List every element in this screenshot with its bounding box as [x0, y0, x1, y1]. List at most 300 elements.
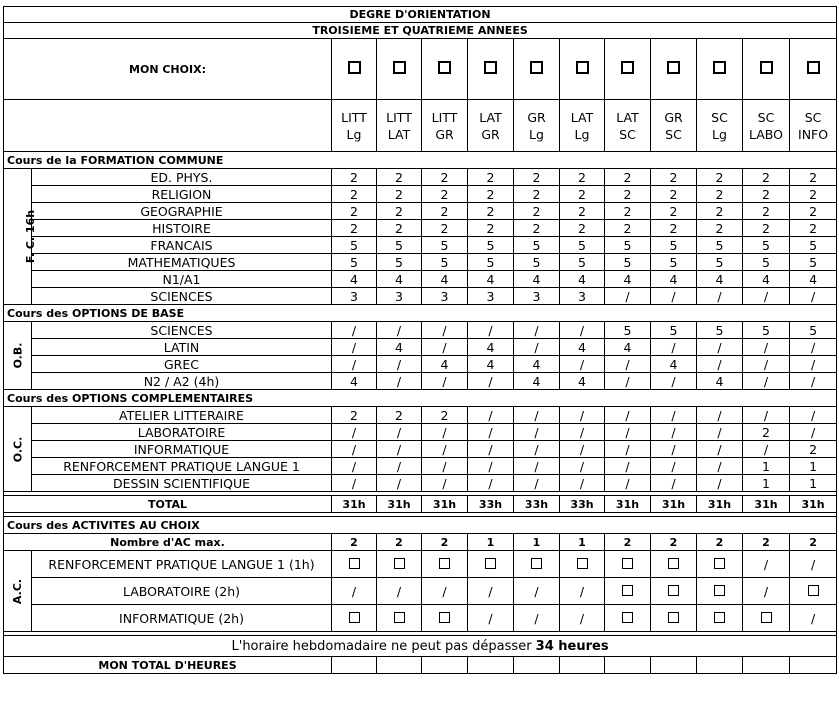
hours-cell: 5 [697, 254, 743, 271]
ac-max-label: Nombre d'AC max. [4, 534, 332, 551]
ac-choice-cell[interactable] [422, 551, 468, 578]
hours-cell: 2 [651, 186, 697, 203]
option-header [605, 100, 651, 152]
ac-choice-cell[interactable] [468, 551, 514, 578]
hours-cell: 5 [605, 254, 651, 271]
hours-cell: / [422, 458, 468, 475]
hours-cell: 5 [651, 322, 697, 339]
hours-cell: / [422, 475, 468, 492]
hours-cell: / [422, 578, 468, 605]
orientation-table [3, 6, 837, 674]
hours-cell: 2 [743, 186, 790, 203]
option-header [743, 100, 790, 152]
hours-cell: / [514, 322, 560, 339]
hours-cell: 4 [468, 271, 514, 288]
ac-max-value: 2 [651, 534, 697, 551]
hours-cell: 2 [651, 220, 697, 237]
option-line-1: LITT [431, 109, 458, 125]
option-line-2: GR [435, 126, 454, 142]
ac-choice-cell[interactable] [514, 551, 560, 578]
ac-choice-cell[interactable] [422, 605, 468, 632]
hours-cell: / [651, 339, 697, 356]
hours-cell: 2 [743, 169, 790, 186]
hours-cell: 2 [422, 203, 468, 220]
ac-choice-cell[interactable] [332, 551, 377, 578]
hours-cell: / [332, 356, 377, 373]
hours-cell: 3 [560, 288, 605, 305]
hours-cell: 2 [743, 424, 790, 441]
option-header [790, 100, 837, 152]
total-value: 31h [332, 496, 377, 513]
hours-cell: 4 [605, 339, 651, 356]
ac-checkbox[interactable] [714, 585, 725, 596]
hours-cell: / [514, 458, 560, 475]
hours-cell: / [560, 578, 605, 605]
ac-max-value: 2 [697, 534, 743, 551]
ac-choice-cell[interactable] [560, 551, 605, 578]
ac-checkbox[interactable] [761, 612, 772, 623]
ac-name: INFORMATIQUE (2h) [32, 605, 332, 632]
hours-cell: 2 [560, 203, 605, 220]
course-name: GREC [32, 356, 332, 373]
course-name: ATELIER LITTERAIRE [32, 407, 332, 424]
section-label [4, 551, 32, 632]
ac-checkbox[interactable] [622, 558, 633, 569]
hours-cell: / [605, 407, 651, 424]
hours-cell: 5 [790, 254, 837, 271]
hours-cell: / [468, 373, 514, 390]
ac-choice-cell[interactable] [743, 605, 790, 632]
hours-cell: / [514, 605, 560, 632]
course-row [4, 254, 837, 271]
option-line-1: LITT [341, 109, 367, 125]
hours-cell: 4 [468, 356, 514, 373]
hours-cell: / [514, 407, 560, 424]
ac-row [4, 605, 837, 632]
hours-cell: / [332, 424, 377, 441]
my-total-input[interactable] [422, 657, 468, 674]
hours-cell: / [468, 458, 514, 475]
option-line-1: GR [664, 109, 683, 125]
choice-checkbox[interactable] [807, 61, 820, 74]
my-total-input[interactable] [697, 657, 743, 674]
total-value: 33h [468, 496, 514, 513]
course-name: ED. PHYS. [32, 169, 332, 186]
ac-max-value: 2 [790, 534, 837, 551]
hours-cell: / [790, 339, 837, 356]
hours-cell: 2 [332, 203, 377, 220]
hours-cell: 4 [377, 271, 422, 288]
section-label [4, 407, 32, 492]
choice-cell[interactable] [377, 39, 422, 100]
hours-cell: / [468, 322, 514, 339]
hours-cell: 2 [743, 220, 790, 237]
course-name: N1/A1 [32, 271, 332, 288]
hours-cell: 2 [332, 407, 377, 424]
choice-cell[interactable] [743, 39, 790, 100]
my-total-input[interactable] [743, 657, 790, 674]
hours-cell: 2 [514, 203, 560, 220]
hours-cell: / [377, 475, 422, 492]
course-name: SCIENCES [32, 322, 332, 339]
hours-cell: 2 [377, 407, 422, 424]
hours-cell: / [514, 578, 560, 605]
section-label [4, 169, 38, 305]
hours-cell: / [514, 475, 560, 492]
hours-cell: / [651, 458, 697, 475]
hours-cell: / [422, 322, 468, 339]
course-name: DESSIN SCIENTIFIQUE [32, 475, 332, 492]
total-label: TOTAL [4, 496, 332, 513]
course-row [4, 237, 837, 254]
option-line-1: SC [757, 109, 775, 125]
hours-cell: 2 [468, 203, 514, 220]
ac-checkbox[interactable] [577, 558, 588, 569]
hours-cell: 3 [332, 288, 377, 305]
ac-choice-cell[interactable] [332, 605, 377, 632]
ac-choice-cell[interactable] [605, 605, 651, 632]
hours-cell: 2 [790, 186, 837, 203]
hours-cell: / [422, 441, 468, 458]
ac-checkbox[interactable] [714, 612, 725, 623]
section-label-text: A.C. [11, 578, 24, 604]
choice-cell[interactable] [790, 39, 837, 100]
option-header [468, 100, 514, 152]
hours-cell: / [468, 424, 514, 441]
course-row [4, 288, 837, 305]
course-name: FRANCAIS [32, 237, 332, 254]
hours-cell: 5 [422, 254, 468, 271]
ac-choice-cell[interactable] [697, 551, 743, 578]
hours-cell: 2 [697, 220, 743, 237]
hours-cell: 2 [560, 220, 605, 237]
hours-cell: / [743, 356, 790, 373]
ac-max-value: 1 [468, 534, 514, 551]
choice-cell[interactable] [422, 39, 468, 100]
hours-cell: / [790, 605, 837, 632]
course-row [4, 169, 837, 186]
ac-checkbox[interactable] [531, 558, 542, 569]
course-name: LABORATOIRE [32, 424, 332, 441]
hours-cell: / [651, 407, 697, 424]
choice-checkbox[interactable] [713, 61, 726, 74]
course-row [4, 458, 837, 475]
ac-choice-cell[interactable] [377, 605, 422, 632]
total-value: 31h [422, 496, 468, 513]
ac-choice-cell[interactable] [697, 605, 743, 632]
hours-cell: 2 [560, 186, 605, 203]
hours-cell: 4 [560, 373, 605, 390]
total-row [4, 496, 837, 513]
hours-cell: / [468, 578, 514, 605]
hours-cell: / [697, 424, 743, 441]
hours-cell: 5 [743, 237, 790, 254]
note-text: L'horaire hebdomadaire ne peut pas dépasser [231, 638, 536, 654]
option-header [651, 100, 697, 152]
hours-cell: 2 [651, 203, 697, 220]
ac-checkbox[interactable] [622, 585, 633, 596]
ac-checkbox[interactable] [622, 612, 633, 623]
section-label-text: O.C. [10, 436, 24, 462]
hours-cell: / [605, 441, 651, 458]
hours-cell: 5 [605, 237, 651, 254]
course-row [4, 373, 837, 390]
my-total-input[interactable] [605, 657, 651, 674]
course-row [4, 322, 837, 339]
hours-cell: 2 [697, 203, 743, 220]
choice-cell[interactable] [651, 39, 697, 100]
hours-cell: 4 [605, 271, 651, 288]
hours-cell: 2 [697, 186, 743, 203]
total-value: 31h [377, 496, 422, 513]
ac-choice-cell[interactable] [651, 551, 697, 578]
ac-checkbox[interactable] [394, 558, 405, 569]
choice-checkbox[interactable] [348, 61, 361, 74]
hours-cell: 4 [560, 339, 605, 356]
option-header-spacer [4, 100, 332, 152]
hours-cell: 2 [697, 169, 743, 186]
option-line-2: GR [481, 126, 500, 142]
hours-cell: 1 [743, 458, 790, 475]
choice-checkbox[interactable] [530, 61, 543, 74]
course-row [4, 186, 837, 203]
choice-checkbox[interactable] [393, 61, 406, 74]
hours-cell: 2 [422, 169, 468, 186]
ac-checkbox[interactable] [394, 612, 405, 623]
my-total-input[interactable] [560, 657, 605, 674]
hours-cell: / [743, 373, 790, 390]
ac-choice-cell[interactable] [605, 551, 651, 578]
ac-checkbox[interactable] [668, 585, 679, 596]
choice-cell[interactable] [605, 39, 651, 100]
option-line-1: LITT [386, 109, 412, 125]
hours-cell: 5 [514, 237, 560, 254]
my-total-input[interactable] [790, 657, 837, 674]
hours-cell: / [697, 475, 743, 492]
section-label-text: F. C. 16h [24, 209, 38, 264]
ac-name: LABORATOIRE (2h) [32, 578, 332, 605]
hours-cell: / [377, 373, 422, 390]
ac-checkbox[interactable] [668, 558, 679, 569]
total-value: 31h [605, 496, 651, 513]
my-total-input[interactable] [332, 657, 377, 674]
hours-cell: 4 [422, 356, 468, 373]
hours-cell: / [790, 424, 837, 441]
hours-cell: / [377, 322, 422, 339]
section-label-text: O.B. [10, 342, 24, 369]
hours-cell: / [332, 458, 377, 475]
course-name: N2 / A2 (4h) [32, 373, 332, 390]
hours-cell: 2 [468, 186, 514, 203]
ac-choice-cell[interactable] [790, 578, 837, 605]
ac-max-value: 2 [605, 534, 651, 551]
ac-choice-cell[interactable] [651, 605, 697, 632]
course-row [4, 407, 837, 424]
course-row [4, 203, 837, 220]
hours-cell: / [422, 339, 468, 356]
hours-cell: 2 [332, 169, 377, 186]
hours-cell: / [651, 373, 697, 390]
ac-choice-cell[interactable] [697, 578, 743, 605]
hours-cell: / [651, 441, 697, 458]
my-total-input[interactable] [377, 657, 422, 674]
hours-cell: 4 [514, 356, 560, 373]
course-row [4, 356, 837, 373]
ac-section-header: Cours des ACTIVITES AU CHOIX [4, 517, 837, 534]
hours-cell: / [332, 578, 377, 605]
choice-checkbox[interactable] [621, 61, 634, 74]
hours-cell: 2 [514, 169, 560, 186]
hours-cell: 2 [332, 186, 377, 203]
hours-cell: 4 [743, 271, 790, 288]
hours-cell: 2 [377, 186, 422, 203]
ac-max-row [4, 534, 837, 551]
hours-cell: 2 [790, 203, 837, 220]
total-value: 31h [743, 496, 790, 513]
ac-choice-cell[interactable] [605, 578, 651, 605]
total-value: 31h [790, 496, 837, 513]
option-line-2: Lg [529, 126, 544, 142]
hours-cell: 5 [651, 254, 697, 271]
hours-cell: / [743, 407, 790, 424]
hours-cell: 1 [790, 475, 837, 492]
hours-cell: 5 [697, 322, 743, 339]
option-line-2: Lg [574, 126, 590, 142]
course-name: RENFORCEMENT PRATIQUE LANGUE 1 [32, 458, 332, 475]
hours-cell: 2 [651, 169, 697, 186]
hours-cell: 4 [651, 271, 697, 288]
ac-checkbox[interactable] [349, 612, 360, 623]
my-total-row [4, 657, 837, 674]
hours-cell: 2 [422, 407, 468, 424]
hours-cell: 2 [605, 203, 651, 220]
hours-cell: 4 [697, 271, 743, 288]
choice-checkbox[interactable] [438, 61, 451, 74]
choice-cell[interactable] [697, 39, 743, 100]
hours-cell: / [697, 458, 743, 475]
hours-cell: / [790, 407, 837, 424]
total-value: 33h [514, 496, 560, 513]
hours-cell: / [743, 551, 790, 578]
ac-max-value: 2 [377, 534, 422, 551]
choice-checkbox[interactable] [484, 61, 497, 74]
hours-cell: / [514, 424, 560, 441]
choice-cell[interactable] [560, 39, 605, 100]
hours-cell: 1 [790, 458, 837, 475]
hours-cell: 5 [422, 237, 468, 254]
choice-checkbox[interactable] [667, 61, 680, 74]
hours-cell: / [605, 288, 651, 305]
hours-cell: 4 [468, 339, 514, 356]
hours-cell: / [514, 441, 560, 458]
hours-cell: / [697, 441, 743, 458]
option-line-1: LAT [479, 109, 502, 125]
hours-cell: 2 [377, 169, 422, 186]
course-name: LATIN [32, 339, 332, 356]
hours-cell: / [560, 441, 605, 458]
course-name: HISTOIRE [32, 220, 332, 237]
ac-checkbox[interactable] [349, 558, 360, 569]
hours-cell: / [743, 441, 790, 458]
hours-cell: 4 [697, 373, 743, 390]
hours-cell: 2 [560, 169, 605, 186]
hours-cell: 2 [514, 186, 560, 203]
hours-cell: 5 [332, 237, 377, 254]
hours-cell: 5 [697, 237, 743, 254]
ac-checkbox[interactable] [714, 558, 725, 569]
option-line-2: LABO [749, 126, 783, 142]
choice-cell[interactable] [514, 39, 560, 100]
hours-cell: / [651, 475, 697, 492]
hours-cell: 3 [377, 288, 422, 305]
hours-cell: 4 [332, 271, 377, 288]
hours-cell: 2 [790, 169, 837, 186]
ac-checkbox[interactable] [808, 585, 819, 596]
course-name: RELIGION [32, 186, 332, 203]
hours-cell: / [743, 288, 790, 305]
course-name: GEOGRAPHIE [32, 203, 332, 220]
hours-cell: / [332, 475, 377, 492]
hours-cell: 2 [377, 220, 422, 237]
hours-cell: 5 [790, 322, 837, 339]
hours-cell: / [560, 356, 605, 373]
total-value: 31h [697, 496, 743, 513]
hours-cell: / [377, 458, 422, 475]
my-total-input[interactable] [651, 657, 697, 674]
hours-cell: / [651, 288, 697, 305]
hours-cell: 4 [651, 356, 697, 373]
ac-choice-cell[interactable] [651, 578, 697, 605]
option-header [332, 100, 377, 152]
hours-cell: 5 [651, 237, 697, 254]
hours-cell: / [332, 322, 377, 339]
hours-cell: / [790, 551, 837, 578]
option-line-2: LAT [387, 126, 411, 142]
ac-choice-cell[interactable] [377, 551, 422, 578]
hours-cell: / [651, 424, 697, 441]
ac-checkbox[interactable] [439, 612, 450, 623]
choice-checkbox[interactable] [760, 61, 773, 74]
my-total-input[interactable] [514, 657, 560, 674]
hours-cell: 3 [422, 288, 468, 305]
ac-checkbox[interactable] [485, 558, 496, 569]
option-header [377, 100, 422, 152]
hours-cell: / [377, 441, 422, 458]
course-row [4, 220, 837, 237]
option-line-1: SC [804, 109, 822, 125]
hours-cell: / [605, 424, 651, 441]
total-value: 33h [560, 496, 605, 513]
hours-cell: 5 [468, 237, 514, 254]
hours-cell: 5 [332, 254, 377, 271]
choice-checkbox[interactable] [576, 61, 589, 74]
hours-cell: / [560, 322, 605, 339]
hours-cell: 4 [514, 271, 560, 288]
hours-cell: / [560, 475, 605, 492]
ac-checkbox[interactable] [668, 612, 679, 623]
option-header [514, 100, 560, 152]
hours-cell: 4 [514, 373, 560, 390]
ac-name: RENFORCEMENT PRATIQUE LANGUE 1 (1h) [32, 551, 332, 578]
option-header [422, 100, 468, 152]
choice-cell[interactable] [468, 39, 514, 100]
choice-cell[interactable] [332, 39, 377, 100]
hours-cell: 4 [422, 271, 468, 288]
ac-checkbox[interactable] [439, 558, 450, 569]
hours-cell: 2 [790, 441, 837, 458]
my-total-input[interactable] [468, 657, 514, 674]
hours-cell: 5 [560, 237, 605, 254]
